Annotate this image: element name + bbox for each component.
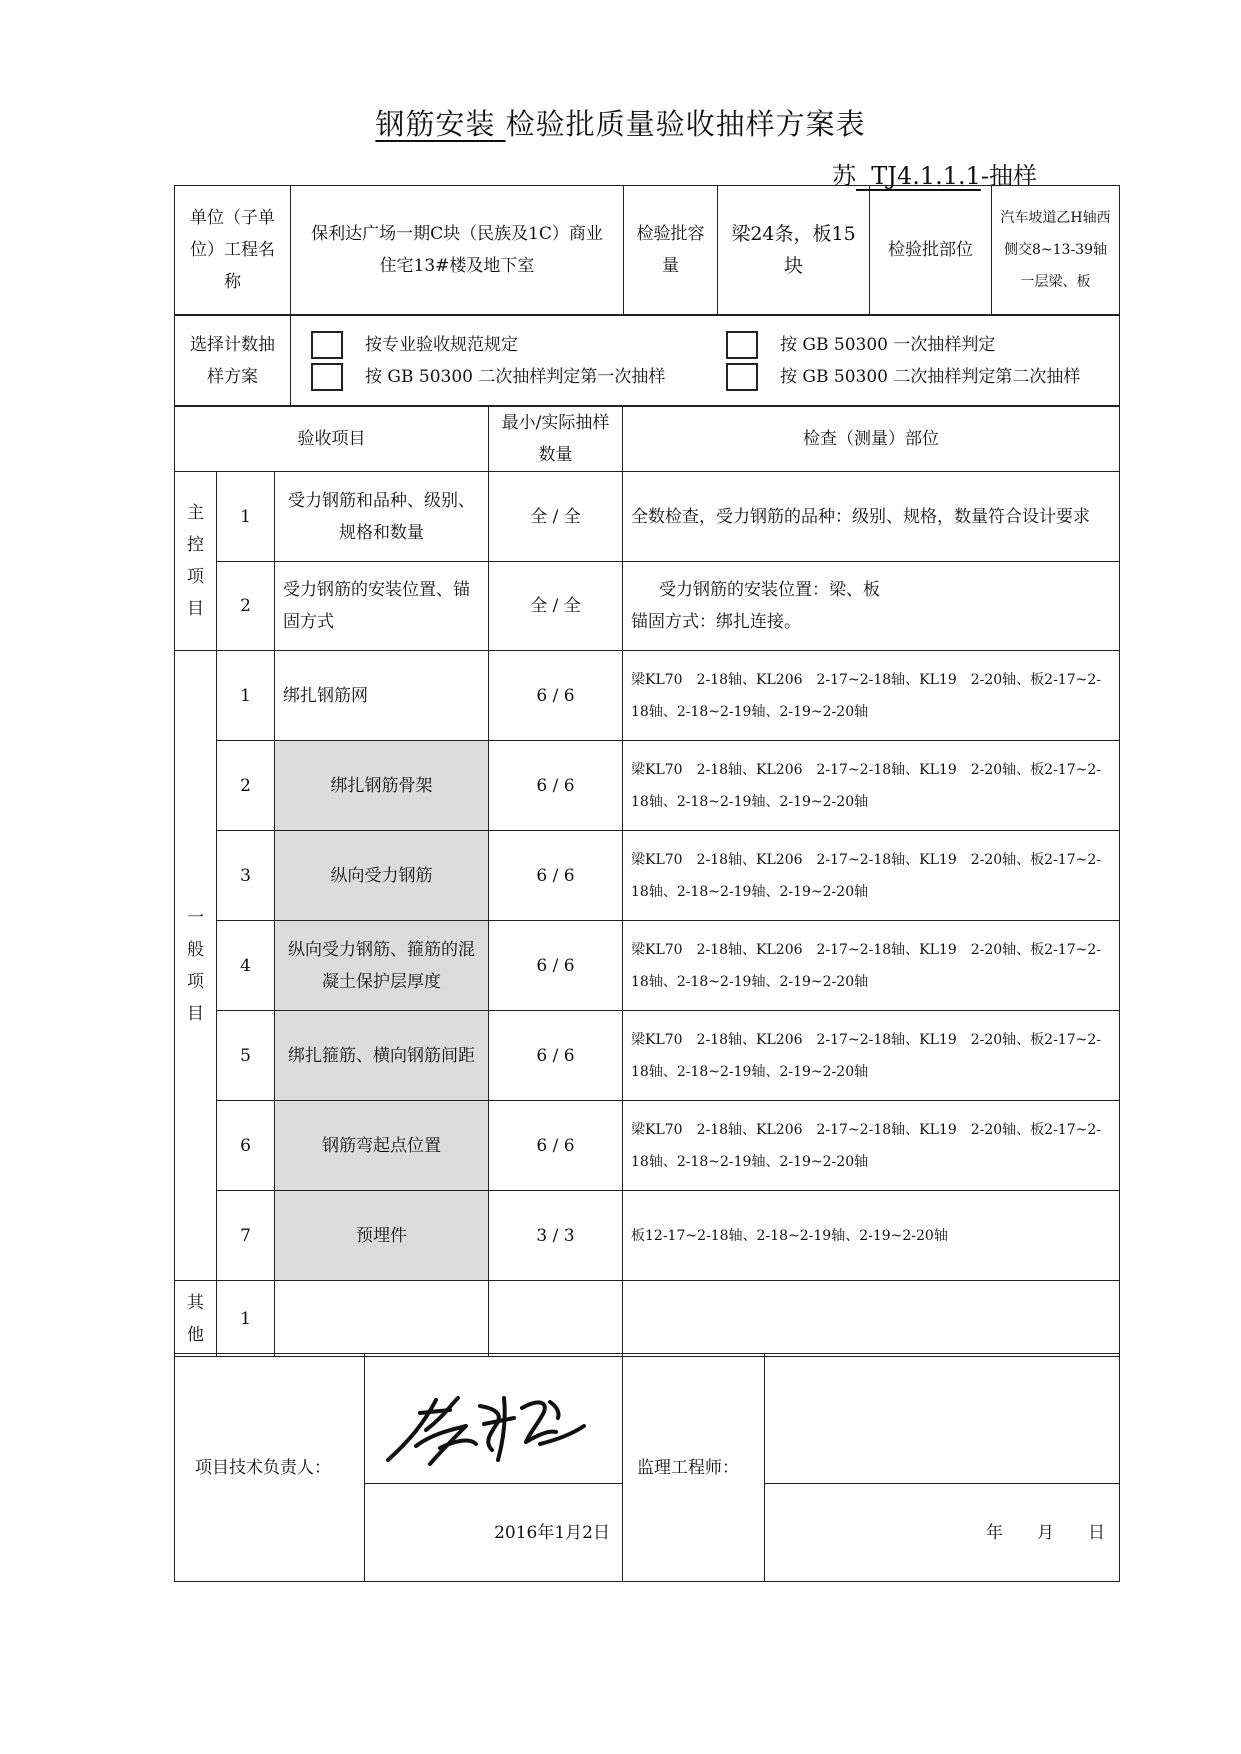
code-number: TJ4.1.1.1 <box>856 162 981 190</box>
row-count: 3 / 3 <box>489 1191 623 1281</box>
document-title <box>0 102 1241 143</box>
checkbox-double-first[interactable] <box>311 363 343 391</box>
row-location: 梁KL70 2-18轴、KL206 2-17~2-18轴、KL19 2-20轴、板2-17~2-18轴、2-18~2-19轴、2-19~2-20轴 <box>623 741 1120 831</box>
table-row <box>175 831 1120 921</box>
row-location: 梁KL70 2-18轴、KL206 2-17~2-18轴、KL19 2-20轴、板2-17~2-18轴、2-18~2-19轴、2-19~2-20轴 <box>623 651 1120 741</box>
table-row <box>175 1011 1120 1101</box>
checkbox-single[interactable] <box>726 331 758 359</box>
sampling-options <box>291 316 1120 406</box>
row-no: 2 <box>217 562 275 651</box>
row-no: 7 <box>217 1191 275 1281</box>
location-line-1: 受力钢筋的安装位置：梁、板 <box>659 580 881 600</box>
unit-label: 单位（子单位）工程名称 <box>175 186 291 315</box>
option-double-second: 按 GB 50300 二次抽样判定第二次抽样 <box>780 366 1081 387</box>
row-no: 4 <box>217 921 275 1011</box>
row-count: 6 / 6 <box>489 921 623 1011</box>
table-row <box>175 1101 1120 1191</box>
signature-table <box>174 1353 1120 1582</box>
tech-lead-date: 2016年1月2日 <box>365 1484 623 1582</box>
sampling-table <box>174 315 1120 406</box>
supervisor-label: 监理工程师： <box>623 1354 765 1582</box>
column-item: 验收项目 <box>175 407 489 472</box>
header-table <box>174 185 1120 315</box>
row-item: 绑扎箍筋、横向钢筋间距 <box>275 1011 489 1101</box>
option-single: 按 GB 50300 一次抽样判定 <box>780 334 996 355</box>
row-location: 梁KL70 2-18轴、KL206 2-17~2-18轴、KL19 2-20轴、板2-17~2-18轴、2-18~2-19轴、2-19~2-20轴 <box>623 1101 1120 1191</box>
location-value: 汽车坡道乙H轴西侧交8~13-39轴一层梁、板 <box>992 186 1120 315</box>
row-item: 预埋件 <box>275 1191 489 1281</box>
row-no: 1 <box>217 1281 275 1357</box>
group-main-control: 主控项目 <box>175 472 217 651</box>
row-no: 3 <box>217 831 275 921</box>
row-location: 全数检查，受力钢筋的品种：级别、规格，数量符合设计要求 <box>623 472 1120 562</box>
table-row <box>175 562 1120 651</box>
table-row <box>175 741 1120 831</box>
row-count: 6 / 6 <box>489 831 623 921</box>
location-label: 检验批部位 <box>870 186 992 315</box>
row-count: 6 / 6 <box>489 651 623 741</box>
column-count: 最小/实际抽样数量 <box>489 407 623 472</box>
capacity-value: 梁24条，板15块 <box>718 186 870 315</box>
table-row <box>175 472 1120 562</box>
row-location: 梁KL70 2-18轴、KL206 2-17~2-18轴、KL19 2-20轴、板2-17~2-18轴、2-18~2-19轴、2-19~2-20轴 <box>623 921 1120 1011</box>
option-spec: 按专业验收规范规定 <box>365 334 518 355</box>
row-count: 全 / 全 <box>489 472 623 562</box>
table-row <box>175 921 1120 1011</box>
row-no: 6 <box>217 1101 275 1191</box>
table-row <box>175 651 1120 741</box>
row-item: 受力钢筋的安装位置、锚固方式 <box>275 562 489 651</box>
table-row <box>175 1281 1120 1357</box>
row-no: 1 <box>217 472 275 562</box>
group-general: 一般项目 <box>175 651 217 1281</box>
location-line-2: 锚固方式：绑扎连接。 <box>631 612 802 632</box>
code-prefix: 苏 <box>832 162 857 190</box>
row-location: 板12-17~2-18轴、2-18~2-19轴、2-19~2-20轴 <box>623 1191 1120 1281</box>
row-location <box>623 562 1120 651</box>
row-item: 绑扎钢筋骨架 <box>275 741 489 831</box>
option-double-first: 按 GB 50300 二次抽样判定第一次抽样 <box>365 366 666 387</box>
supervisor-signature-area <box>765 1354 1120 1484</box>
row-item: 钢筋弯起点位置 <box>275 1101 489 1191</box>
column-location: 检查（测量）部位 <box>623 407 1120 472</box>
row-count: 全 / 全 <box>489 562 623 651</box>
inspection-table <box>174 406 1120 1357</box>
row-count <box>489 1281 623 1357</box>
title-underlined: 钢筋安装 <box>375 107 506 141</box>
row-count: 6 / 6 <box>489 1011 623 1101</box>
row-no: 5 <box>217 1011 275 1101</box>
code-suffix: -抽样 <box>980 162 1037 190</box>
row-item: 纵向受力钢筋 <box>275 831 489 921</box>
table-row <box>175 1191 1120 1281</box>
row-location <box>623 1281 1120 1357</box>
row-item <box>275 1281 489 1357</box>
row-item: 受力钢筋和品种、级别、规格和数量 <box>275 472 489 562</box>
supervisor-date: 年 月 日 <box>765 1484 1120 1582</box>
row-location: 梁KL70 2-18轴、KL206 2-17~2-18轴、KL19 2-20轴、板2-17~2-18轴、2-18~2-19轴、2-19~2-20轴 <box>623 831 1120 921</box>
title-rest: 检验批质量验收抽样方案表 <box>505 107 866 141</box>
row-item: 纵向受力钢筋、箍筋的混凝土保护层厚度 <box>275 921 489 1011</box>
group-other: 其他 <box>175 1281 217 1357</box>
tech-lead-label: 项目技术负责人： <box>175 1354 365 1582</box>
capacity-label: 检验批容量 <box>624 186 718 315</box>
checkbox-double-second[interactable] <box>726 363 758 391</box>
row-location: 梁KL70 2-18轴、KL206 2-17~2-18轴、KL19 2-20轴、板2-17~2-18轴、2-18~2-19轴、2-19~2-20轴 <box>623 1011 1120 1101</box>
sampling-label: 选择计数抽样方案 <box>175 316 291 406</box>
unit-value: 保利达广场一期C块（民族及1C）商业住宅13#楼及地下室 <box>291 186 624 315</box>
row-item: 绑扎钢筋网 <box>275 651 489 741</box>
row-count: 6 / 6 <box>489 741 623 831</box>
handwritten-signature <box>380 1378 590 1478</box>
row-no: 2 <box>217 741 275 831</box>
checkbox-spec[interactable] <box>311 331 343 359</box>
row-no: 1 <box>217 651 275 741</box>
row-count: 6 / 6 <box>489 1101 623 1191</box>
